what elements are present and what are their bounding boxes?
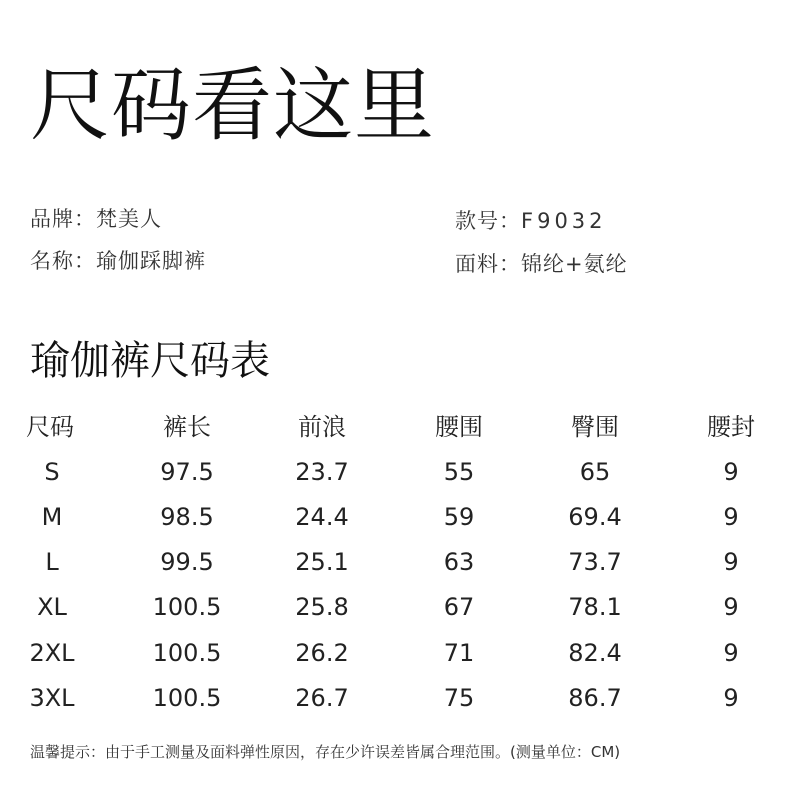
header-size: 尺码 [26,413,74,441]
header-waistband: 腰封 [707,413,755,441]
brand-info [30,204,162,234]
length-cell: 99.5 [160,548,214,576]
name-value: 瑜伽踩脚裤 [96,249,206,273]
front-rise-cell: 26.2 [295,639,349,667]
table-row [0,450,790,494]
name-label: 名称： [30,249,96,273]
size-cell: 3XL [29,684,75,712]
model-label: 款号： [455,209,521,233]
fabric-value: 锦纶+氨纶 [521,252,628,276]
hip-cell: 82.4 [568,639,622,667]
table-row [0,585,790,629]
table-row [0,540,790,584]
front-rise-cell: 25.1 [295,548,349,576]
table-row [0,676,790,720]
waist-cell: 63 [443,548,475,576]
waistband-cell: 9 [723,503,739,531]
name-info [30,246,206,276]
header-hip: 臀围 [571,413,619,441]
page-title: 尺码看这里 [30,59,435,152]
footnote: 温馨提示：由于手工测量及面料弹性原因，存在少许误差皆属合理范围。(测量单位：CM) [30,743,621,761]
hip-cell: 86.7 [568,684,622,712]
waistband-cell: 9 [723,458,739,486]
table-row [0,631,790,675]
model-value: F9032 [521,209,607,233]
header-length: 裤长 [163,413,211,441]
size-cell: L [45,548,59,576]
hip-cell: 73.7 [568,548,622,576]
length-cell: 97.5 [160,458,214,486]
length-cell: 98.5 [160,503,214,531]
header-waist: 腰围 [435,413,483,441]
fabric-label: 面料： [455,252,521,276]
brand-value: 梵美人 [96,207,162,231]
front-rise-cell: 23.7 [295,458,349,486]
header-front-rise: 前浪 [298,413,346,441]
waistband-cell: 9 [723,684,739,712]
length-cell: 100.5 [152,639,222,667]
hip-cell: 69.4 [568,503,622,531]
length-cell: 100.5 [152,684,222,712]
brand-label: 品牌： [30,207,96,231]
size-cell: M [41,503,63,531]
hip-cell: 65 [579,458,611,486]
waistband-cell: 9 [723,639,739,667]
size-cell: S [44,458,60,486]
size-cell: XL [37,593,67,621]
waist-cell: 67 [443,593,475,621]
fabric-info [455,249,628,279]
waistband-cell: 9 [723,593,739,621]
waist-cell: 71 [443,639,475,667]
table-row [0,495,790,539]
length-cell: 100.5 [152,593,222,621]
hip-cell: 78.1 [568,593,622,621]
waist-cell: 75 [443,684,475,712]
waist-cell: 55 [443,458,475,486]
waist-cell: 59 [443,503,475,531]
front-rise-cell: 26.7 [295,684,349,712]
waistband-cell: 9 [723,548,739,576]
front-rise-cell: 25.8 [295,593,349,621]
size-cell: 2XL [29,639,75,667]
front-rise-cell: 24.4 [295,503,349,531]
size-table-title: 瑜伽裤尺码表 [30,338,270,384]
model-info [455,206,607,236]
table-header-row [0,405,790,449]
